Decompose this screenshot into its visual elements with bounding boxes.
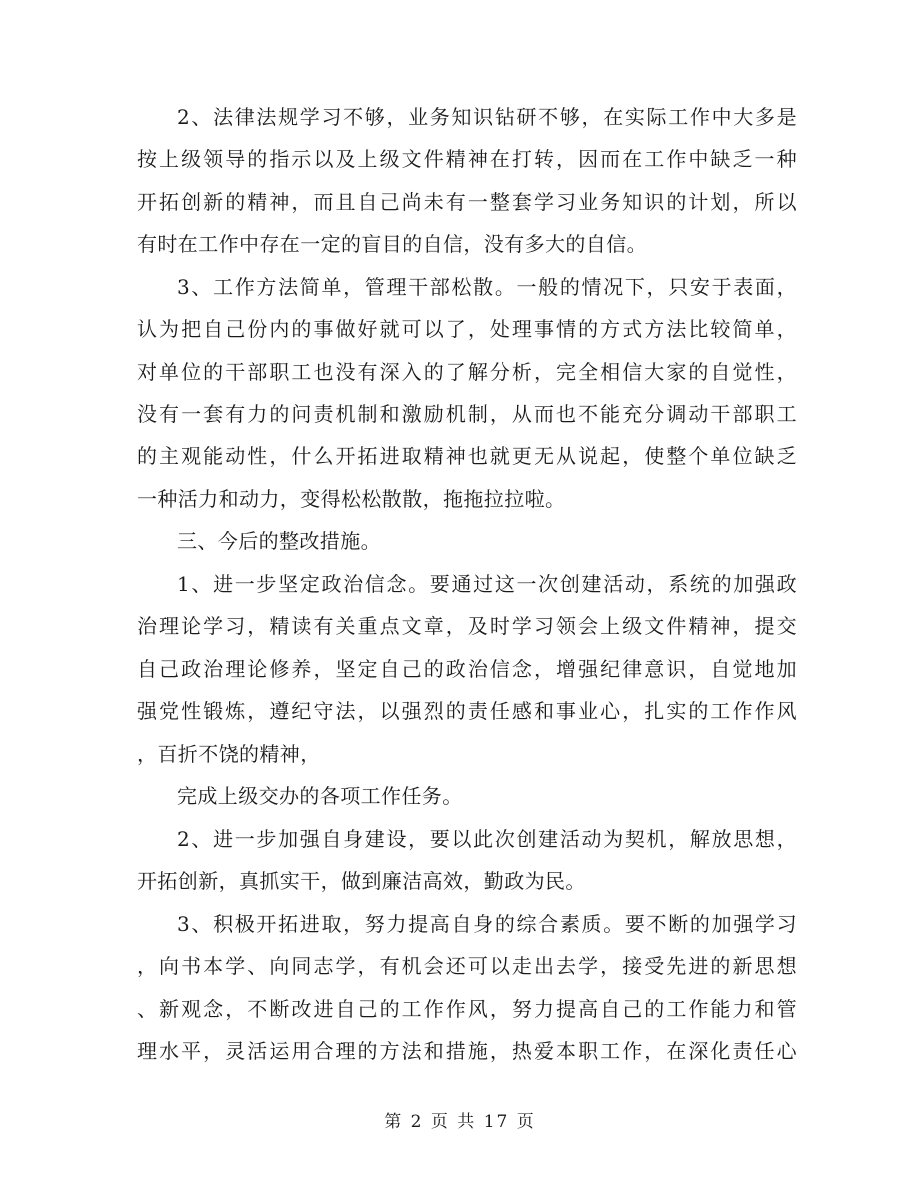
text-line: ，向书本学、向同志学，有机会还可以走出去学，接受先进的新思想: [137, 954, 797, 978]
text-line: 没有一套有力的问责机制和激励机制，从而也不能充分调动干部职工: [137, 402, 797, 426]
text-line: 的主观能动性，什么开拓进取精神也就更无从说起，使整个单位缺乏: [137, 444, 797, 468]
text-line: 认为把自己份内的事做好就可以了，处理事情的方式方法比较简单，: [137, 317, 797, 341]
text-line: 有时在工作中存在一定的盲目的自信，没有多大的自信。: [137, 232, 647, 256]
text-line: 2、进一步加强自身建设，要以此次创建活动为契机，解放思想，: [177, 827, 797, 851]
text-line: 按上级领导的指示以及上级文件精神在打转，因而在工作中缺乏一种: [137, 147, 797, 171]
text-line: 2、法律法规学习不够，业务知识钻研不够，在实际工作中大多是: [177, 105, 797, 129]
section-heading: 三、今后的整改措施。: [177, 529, 381, 553]
page-footer: 第 2 页 共 17 页: [384, 1112, 536, 1132]
text-line: 理水平，灵活运用合理的方法和措施，热爱本职工作，在深化责任心: [137, 1039, 797, 1063]
text-line: 自己政治理论修养，坚定自己的政治信念，增强纪律意识，自觉地加: [137, 657, 797, 681]
text-line: 治理论学习，精读有关重点文章，及时学习领会上级文件精神，提交: [137, 614, 797, 638]
text-line: 、新观念，不断改进自己的工作作风，努力提高自己的工作能力和管: [137, 997, 797, 1021]
text-line: 3、积极开拓进取，努力提高自身的综合素质。要不断的加强学习: [177, 912, 797, 936]
text-line: ，百折不饶的精神，: [137, 742, 321, 766]
text-line: 完成上级交办的各项工作任务。: [177, 784, 463, 808]
text-line: 强党性锻炼，遵纪守法，以强烈的责任感和事业心，扎实的工作作风: [137, 699, 797, 723]
text-line: 开拓创新，真抓实干，做到廉洁高效，勤政为民。: [137, 869, 586, 893]
text-line: 3、工作方法简单，管理干部松散。一般的情况下，只安于表面，: [177, 275, 797, 299]
text-line: 1、进一步坚定政治信念。要通过这一次创建活动，系统的加强政: [177, 572, 797, 596]
text-line: 对单位的干部职工也没有深入的了解分析，完全相信大家的自觉性，: [137, 360, 797, 384]
text-line: 开拓创新的精神，而且自己尚未有一整套学习业务知识的计划，所以: [137, 190, 797, 214]
text-line: 一种活力和动力，变得松松散散，拖拖拉拉啦。: [137, 487, 566, 511]
